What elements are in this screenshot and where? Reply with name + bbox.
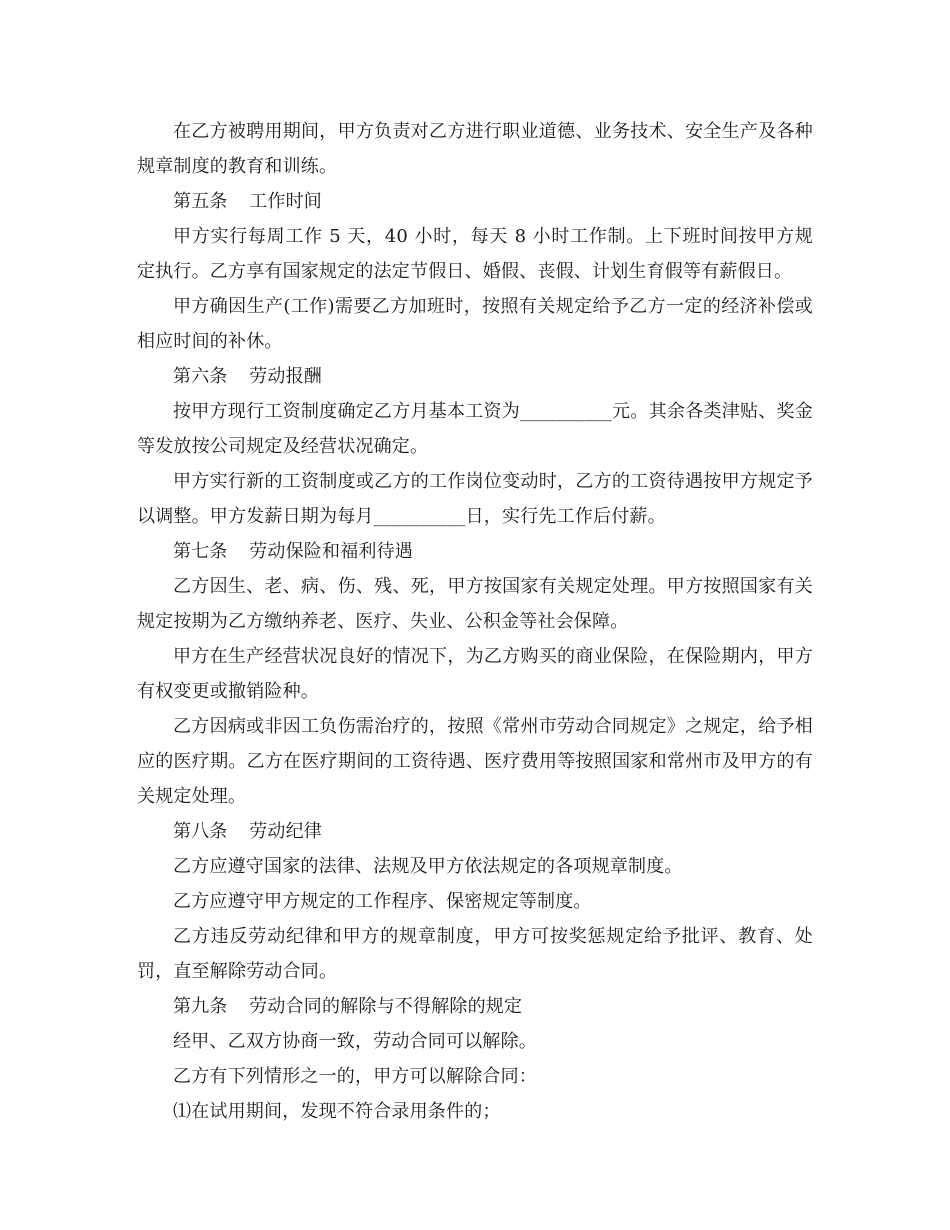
paragraph-medical-period: 乙方因病或非因工负伤需治疗的，按照《常州市劳动合同规定》之规定，给予相应的医疗期。乙方在医疗期间的工资待遇、医疗费用等按照国家和常州市及甲方的有关规定处理。 <box>137 716 813 807</box>
paragraph-termination-conditions: 乙方有下列情形之一的，甲方可以解除合同： <box>173 1066 537 1087</box>
paragraph-overtime: 甲方确因生产(工作)需要乙方加班时，按照有关规定给予乙方一定的经济补偿或相应时间的补休。 <box>137 296 813 352</box>
article-6-heading <box>137 359 813 394</box>
paragraph-procedures: 乙方应遵守甲方规定的工作程序、保密规定等制度。 <box>173 891 592 912</box>
article-title: 劳动报酬 <box>249 366 323 387</box>
article-8-heading <box>137 814 813 849</box>
article-number: 第九条 <box>173 996 228 1017</box>
list-item-probation: ⑴在试用期间，发现不符合录用条件的； <box>173 1101 501 1122</box>
article-title: 劳动纪律 <box>249 821 323 842</box>
paragraph-training: 在乙方被聘用期间，甲方负责对乙方进行职业道德、业务技术、安全生产及各种规章制度的教育和训练。 <box>137 121 813 177</box>
article-title: 工作时间 <box>249 191 323 212</box>
article-number: 第六条 <box>173 366 228 387</box>
paragraph-social-security: 乙方因生、老、病、伤、残、死，甲方按国家有关规定处理。甲方按照国家有关规定按期为乙方缴纳养老、医疗、失业、公积金等社会保障。 <box>137 576 813 632</box>
paragraph-mutual-termination: 经甲、乙双方协商一致，劳动合同可以解除。 <box>173 1031 537 1052</box>
paragraph-discipline-violation: 乙方违反劳动纪律和甲方的规章制度，甲方可按奖惩规定给予批评、教育、处罚，直至解除劳动合同。 <box>137 926 813 982</box>
article-7-heading <box>137 534 813 569</box>
paragraph-base-salary: 按甲方现行工资制度确定乙方月基本工资为__________元。其余各类津贴、奖金等发放按公司规定及经营状况确定。 <box>137 401 813 457</box>
article-number: 第五条 <box>173 191 228 212</box>
article-number: 第七条 <box>173 541 228 562</box>
article-title: 劳动保险和福利待遇 <box>249 541 414 562</box>
article-5-heading <box>137 184 813 219</box>
paragraph-laws: 乙方应遵守国家的法律、法规及甲方依法规定的各项规章制度。 <box>173 856 683 877</box>
paragraph-salary-adjustment: 甲方实行新的工资制度或乙方的工作岗位变动时，乙方的工资待遇按甲方规定予以调整。甲方发薪日期为每月__________日，实行先工作后付薪。 <box>137 471 813 527</box>
paragraph-commercial-insurance: 甲方在生产经营状况良好的情况下，为乙方购买的商业保险，在保险期内，甲方有权变更或撤销险种。 <box>137 646 813 702</box>
paragraph-work-hours: 甲方实行每周工作 5 天，40 小时，每天 8 小时工作制。上下班时间按甲方规定执行。乙方享有国家规定的法定节假日、婚假、丧假、计划生育假等有薪假日。 <box>137 226 813 282</box>
article-title: 劳动合同的解除与不得解除的规定 <box>249 996 523 1017</box>
article-number: 第八条 <box>173 821 228 842</box>
article-9-heading <box>137 989 813 1024</box>
document-body <box>137 114 813 1129</box>
